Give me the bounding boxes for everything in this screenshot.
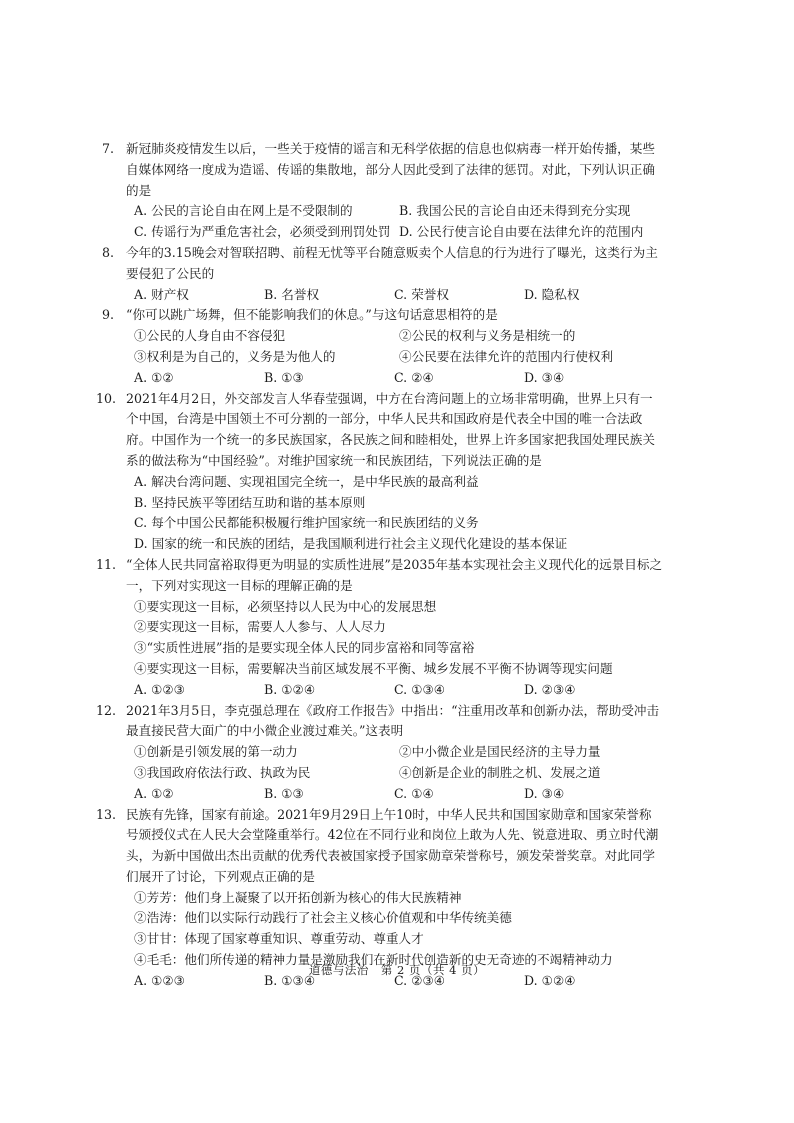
statement-3: ③我国政府依法行政、执政为民 <box>134 764 311 780</box>
option-c: C. ②④ <box>394 369 434 385</box>
option-a: A. ①② <box>134 369 174 385</box>
statement-3: ③甘甘：体现了国家尊重知识、尊重劳动、尊重人才 <box>134 931 424 947</box>
option-d: D. 国家的统一和民族的团结，是我国顺利进行社会主义现代化建设的基本保证 <box>134 536 568 552</box>
question-number: 10. <box>96 390 117 406</box>
option-b: B. 我国公民的言论自由还未得到充分实现 <box>399 203 631 219</box>
statement-4: ④要实现这一目标，需要解决当前区域发展不平衡、城乡发展不平衡不协调等现实问题 <box>134 660 613 676</box>
question-number: 13. <box>96 806 117 822</box>
statement-4: ④创新是企业的制胜之机、发展之道 <box>399 764 601 780</box>
question-12 <box>96 701 664 805</box>
question-stem: 民族有先锋，国家有前途。2021年9月29日上午10时，中华人民共和国国家勋章和国家荣誉称号颁授仪式在人民大会堂隆重举行。42位在不同行业和岗位上敢为人先、锐意进取、勇立时代潮头，为新中国做出杰出贡献的优秀代表被国家授予国家勋章荣誉称号，颁发荣誉奖章。对此同学们展开了讨论，下列观点正确的是 <box>126 806 659 884</box>
statement-4: ④公民要在法律允许的范围内行使权利 <box>399 348 614 364</box>
statement-3: ③“实质性进展”指的是要实现全体人民的同步富裕和同等富裕 <box>134 640 475 656</box>
options-row <box>126 784 664 805</box>
option-d: D. 隐私权 <box>524 286 580 302</box>
option-c: C. ②③④ <box>394 972 446 988</box>
option-b: B. 名誉权 <box>264 286 320 302</box>
question-8 <box>104 243 664 305</box>
options-row <box>126 285 664 306</box>
question-stem: 今年的3.15晚会对智联招聘、前程无忧等平台随意贩卖个人信息的行为进行了曝光，这类行为主要侵犯了公民的 <box>126 244 658 281</box>
option-b: B. ①③ <box>264 369 304 385</box>
option-d: D. 公民行使言论自由要在法律允许的范围内 <box>399 224 644 240</box>
question-11 <box>96 555 664 701</box>
options-row <box>126 680 664 701</box>
statements-row-1 <box>126 742 664 763</box>
option-b: B. ①②④ <box>264 681 316 697</box>
statements-row-2 <box>126 763 664 784</box>
statement-1: ①要实现这一目标，必须坚持以人民为中心的发展思想 <box>134 598 437 614</box>
option-a: A. 解决台湾问题、实现祖国完全统一，是中华民族的最高利益 <box>134 473 479 489</box>
question-number: 8. <box>102 244 115 260</box>
statement-4: ④毛毛：他们所传递的精神力量是激励我们在新时代创造新的史无奇迹的不竭精神动力 <box>134 952 613 968</box>
statement-2: ②要实现这一目标，需要人人参与、人人尽力 <box>134 619 386 635</box>
question-number: 12. <box>96 702 117 718</box>
question-stem: 2021年3月5日，李克强总理在《政府工作报告》中指出：“注重用改革和创新办法，帮助受冲击最直接民营大面广的中小微企业渡过难关。”这表明 <box>126 702 660 739</box>
option-d: D. ③④ <box>524 785 565 801</box>
question-number: 9. <box>102 307 115 323</box>
option-a: A. ①② <box>134 785 174 801</box>
option-c: C. ①④ <box>394 785 434 801</box>
question-stem: “你可以跳广场舞，但不能影响我们的休息。”与这句话意思相符的是 <box>126 307 498 323</box>
option-a: A. 公民的言论自由在网上是不受限制的 <box>134 203 353 219</box>
options-row-1 <box>126 201 664 222</box>
option-c: C. 每个中国公民都能积极履行维护国家统一和民族团结的义务 <box>134 515 479 531</box>
options-row-2 <box>126 222 664 243</box>
option-a: A. ①②③ <box>134 972 185 988</box>
statements-row-1 <box>126 326 664 347</box>
statements-row-2 <box>126 347 664 368</box>
option-b: B. ①③ <box>264 785 304 801</box>
question-stem: 新冠肺炎疫情发生以后，一些关于疫情的谣言和无科学依据的信息也似病毒一样开始传播，某些自媒体网络一度成为造谣、传谣的集散地，部分人因此受到了法律的惩罚。对此，下列认识正确的是 <box>126 141 655 198</box>
option-b: B. ①③④ <box>264 972 316 988</box>
option-a: A. 财产权 <box>134 286 189 302</box>
option-c: C. 荣誉权 <box>394 286 449 302</box>
question-stem: “全体人民共同富裕取得更为明显的实质性进展”是2035年基本实现社会主义现代化的远景目标之一，下列对实现这一目标的理解正确的是 <box>126 556 663 593</box>
statement-2: ②浩涛：他们以实际行动践行了社会主义核心价值观和中华传统美德 <box>134 910 512 926</box>
statement-1: ①公民的人身自由不容侵犯 <box>134 328 286 344</box>
question-number: 11. <box>96 556 117 572</box>
question-9 <box>104 305 664 388</box>
option-c: C. ①③④ <box>394 681 446 697</box>
question-number: 7. <box>102 141 115 156</box>
statement-2: ②公民的权利与义务是相统一的 <box>399 328 576 344</box>
option-a: A. ①②③ <box>134 681 185 697</box>
question-stem: 2021年4月2日，外交部发言人华春莹强调，中方在台湾问题上的立场非常明确，世界上只有一个中国，台湾是中国领土不可分割的一部分，中华人民共和国政府是代表全中国的唯一合法政府。中国作为一个统一的多民族国家，各民族之间和睦相处，世界上许多国家把我国处理民族关系的做法称为“中国经验”。对维护国家统一和民族团结，下列说法正确的是 <box>126 390 655 468</box>
question-10 <box>96 389 664 555</box>
statement-2: ②中小微企业是国民经济的主导力量 <box>399 744 601 760</box>
option-d: D. ①②④ <box>524 972 576 988</box>
option-c: C. 传谣行为严重危害社会，必须受到刑罚处罚 <box>134 224 391 240</box>
statement-1: ①芳芳：他们身上凝聚了以开拓创新为核心的伟大民族精神 <box>134 889 462 905</box>
question-list <box>96 139 664 992</box>
options-row <box>126 368 664 389</box>
statement-3: ③权利是为自己的，义务是为他人的 <box>134 348 336 364</box>
question-7 <box>104 139 664 243</box>
option-d: D. ③④ <box>524 369 565 385</box>
page-footer: 道德与法治 第 2 页（共 4 页） <box>308 963 486 977</box>
option-b: B. 坚持民族平等团结互助和谐的基本原则 <box>134 494 366 510</box>
statement-1: ①创新是引领发展的第一动力 <box>134 744 298 760</box>
option-d: D. ②③④ <box>524 681 576 697</box>
